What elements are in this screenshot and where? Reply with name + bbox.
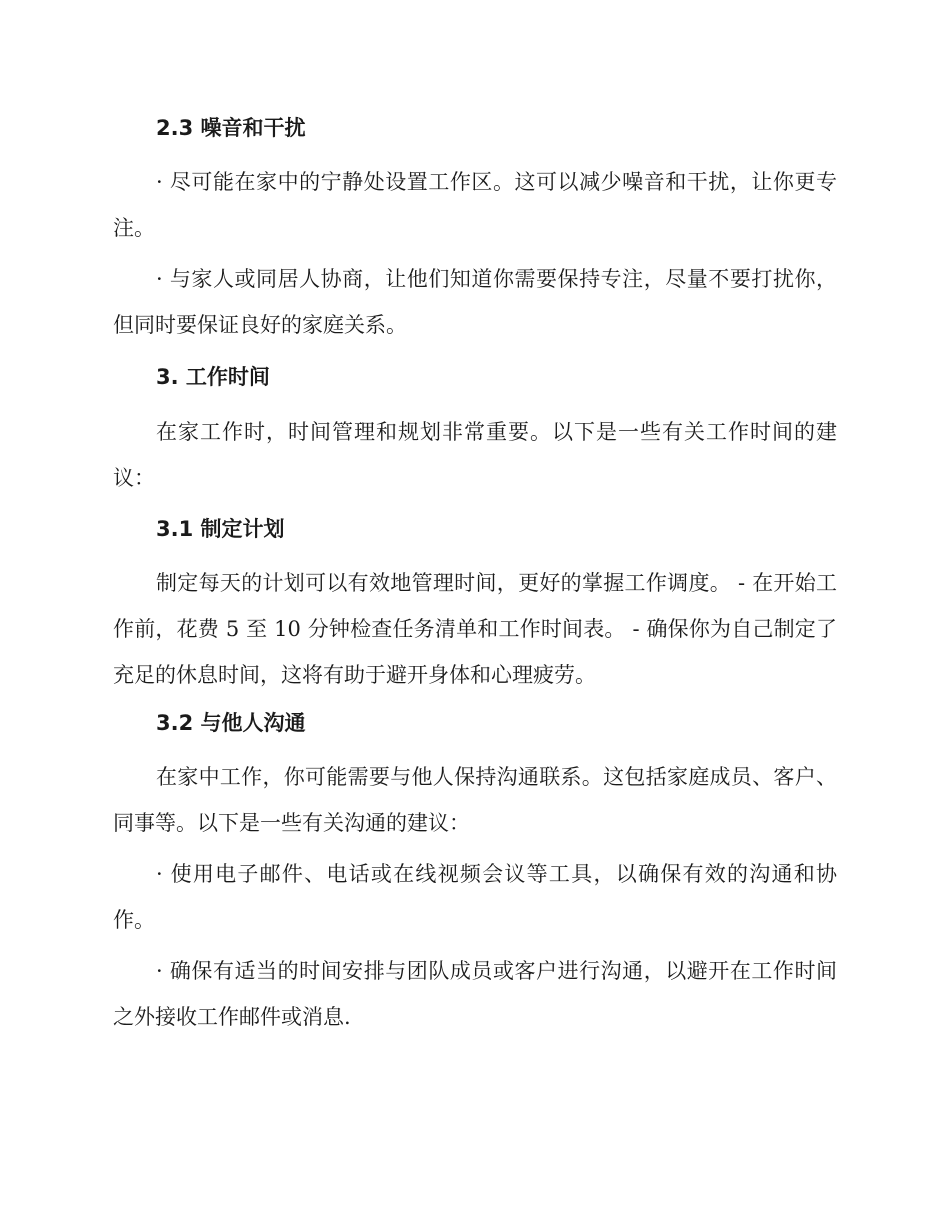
paragraph-communication-tools: · 使用电子邮件、电话或在线视频会议等工具，以确保有效的沟通和协作。 bbox=[113, 862, 837, 932]
paragraph-time-management-intro: 在家工作时，时间管理和规划非常重要。以下是一些有关工作时间的建议： bbox=[113, 420, 837, 490]
section-heading-2-3: 2.3 噪音和干扰 bbox=[156, 116, 306, 140]
paragraph-family-agreement: · 与家人或同居人协商，让他们知道你需要保持专注，尽量不要打扰你，但同时要保证良好的家庭关系。 bbox=[113, 267, 837, 337]
paragraph-quiet-workspace: · 尽可能在家中的宁静处设置工作区。这可以减少噪音和干扰，让你更专注。 bbox=[113, 170, 837, 240]
paragraph-communication-intro: 在家中工作，你可能需要与他人保持沟通联系。这包括家庭成员、客户、同事等。以下是一些有关沟通的建议： bbox=[113, 765, 837, 835]
section-heading-3-2: 3.2 与他人沟通 bbox=[156, 711, 306, 735]
paragraph-communication-schedule: · 确保有适当的时间安排与团队成员或客户进行沟通，以避开在工作时间之外接收工作邮件或消息. bbox=[113, 959, 837, 1029]
paragraph-make-plan: 制定每天的计划可以有效地管理时间，更好的掌握工作调度。 - 在开始工作前，花费 5 至 10 分钟检查任务清单和工作时间表。 - 确保你为自己制定了充足的休息时间，这将有助于避开身体和心理疲劳。 bbox=[113, 571, 837, 687]
section-heading-3: 3. 工作时间 bbox=[156, 365, 270, 389]
section-heading-3-1: 3.1 制定计划 bbox=[156, 517, 285, 541]
